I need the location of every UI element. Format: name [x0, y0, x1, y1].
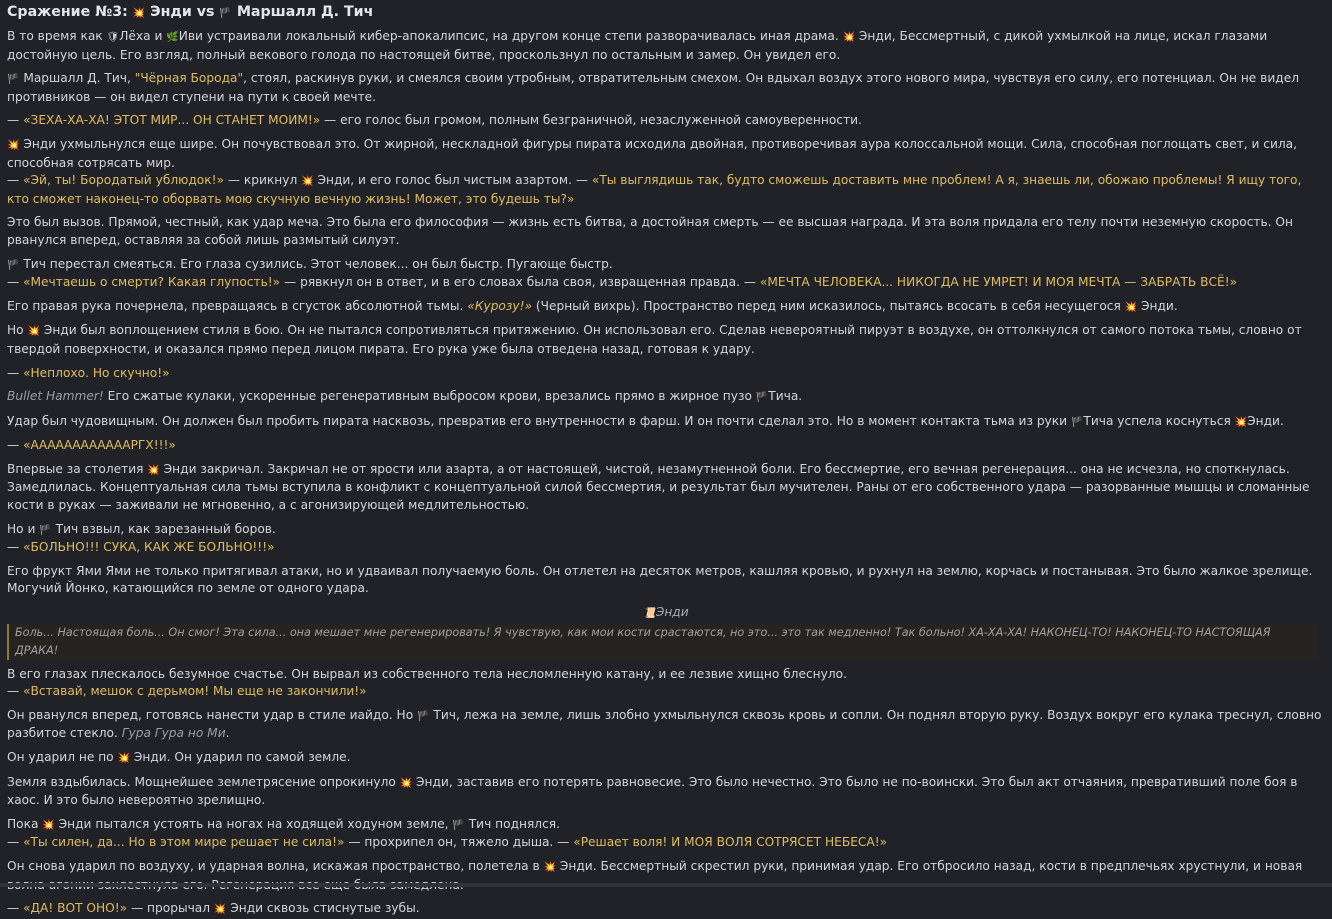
quote: «Решает воля! И МОЯ ВОЛЯ СОТРЯСЕТ НЕБЕСА!» — [573, 835, 888, 850]
paragraph: Впервые за столетия 💥 Энди закричал. Закричал не от ярости или азарта, а от настоящей, чистой, незамутненной боли. Его бессмертие, его вечная регенерация... она не исчезла, но споткнулась. Замедлилась. Концептуальная сила тьмы вступила в конфликт с концептуальной силой бессмертия, и результат был мучителен. Раны от его собственного удара — разорванные мышцы и сломанные кости в руках — заживали не мгновенно, а с агонизирующей медлительностью. — [7, 461, 1310, 513]
quote: «Вставай, мешок с дерьмом! Мы еще не закончили!» — [23, 684, 367, 699]
paragraph: Bullet Hammer! Его сжатые кулаки, ускоренные регенеративным выбросом крови, врезались прямо в жирное пузо 🏴Тича. — [7, 389, 803, 404]
battle-title — [7, 3, 1325, 23]
paragraph: Но и 🏴 Тич взвыл, как зарезанный боров. — «БОЛЬНО!!! СУКА, КАК ЖЕ БОЛЬНО!!!» — [7, 521, 276, 555]
shield-icon: 🛡 — [106, 32, 120, 43]
quote: «ЗЕХА-ХА-ХА! ЭТОТ МИР... ОН СТАНЕТ МОИМ!» — [23, 113, 321, 128]
quote: «Ты выглядишь так, будто сможешь доставить мне проблем! А я, знаешь ли, обожаю проблемы! Я ищу того, кто сможет наконец-то оборвать мою скучную вечную жизнь! Может, это будешь ты?» — [7, 173, 1302, 206]
flag-icon: 🏴 — [755, 392, 769, 404]
paragraph: Он ударил не по 💥 Энди. Он ударил по самой земле. — [7, 750, 351, 764]
quote: «Эй, ты! Бородатый ублюдок!» — [23, 173, 224, 188]
paragraph: Пока 💥 Энди пытался устоять на ногах на ходящей ходуном земле, 🏴 Тич поднялся. — «Ты силен, да... Но в этом мире решает не сила!» — прохрипел он, тяжело дыша. — «Решает воля! И МОЯ ВОЛЯ СОТРЯСЕТ НЕБЕСА!» — [7, 816, 888, 850]
paragraph: 🏴 Маршалл Д. Тич, "Чёрная Борода", стоял, раскинув руки, и смеялся своим утробным, отвратительным смехом. Он вдыхал воздух этого нового мира, чувствуя его силу, его потенциал. Он не видел противников — он видел ступени на пути к своей мечте. — [7, 71, 1299, 104]
paragraph: Он снова ударил по воздуху, и ударная волна, искажая пространство, полетела в 💥 Энди. Бессмертный скрестил руки, принимая удар. Его отбросило назад, кости в предплечьях хрустнули, и новая — [7, 858, 1303, 873]
paragraph: В то время как 🛡Лёха и 🌿Иви устраивали локальный кибер-апокалипсис, на другом конце степи разворачивалась иная драма. 💥 Энди, Бессмертный, с дикой ухмылкой на лице, искал глазами достойную цель. Его взгляд, полный векового голода по настоящей битве, проскользнул по остальным и замер. Он увидел его. — [7, 29, 1268, 62]
quote: «ААААААААААААРГХ!!!» — [23, 438, 176, 453]
paragraph: — «ДА! ВОТ ОНО!» — прорычал 💥 Энди сквозь стиснутые зубы. — [7, 901, 420, 916]
flag-icon: 🏴 — [417, 710, 430, 722]
quote: «БОЛЬНО!!! СУКА, КАК ЖЕ БОЛЬНО!!!» — [23, 540, 275, 555]
paragraph: Удар был чудовищным. Он должен был пробить пирата насквозь, превратив его внутренности в фарш. И он почти сделал это. Но в момент контакта тьма из руки 🏴Тича успела коснуться 💥Энди. — [7, 413, 1284, 428]
explosion-icon: 💥 — [147, 464, 160, 476]
explosion-icon: 💥 — [543, 861, 557, 873]
explosion-icon: 💥 — [117, 753, 130, 764]
quote: «ДА! ВОТ ОНО!» — [23, 901, 128, 916]
paragraph: Земля вздыбилась. Мощнейшее землетрясение опрокинуло 💥 Энди, заставив его потерять равновесие. Это было нечестно. Это было не по-воински. Это был акт отчаяния, превративший поле боя в хаос. И это было невероятно зрелищно. — [7, 774, 1298, 808]
paragraph: Это был вызов. Прямой, честный, как удар меча. Это была его философия — жизнь есть битва, а достойная смерть — ее высшая награда. И эта воля придала его телу почти неземную скорость. Он рванулся вперед, оставляя за собой лишь размытый силуэт. — [7, 215, 1293, 247]
flag-icon: 🏴 — [7, 259, 20, 271]
paragraph: 💥 Энди ухмыльнулся еще шире. Он почувствовал это. От жирной, нескладной фигуры пирата исходила двойная, противоречивая аура колоссальной мощи. Сила, способная поглощать свет, и сила, способная сотрясать мир. — «Эй, ты! Бородатый ублюдок!» — крикнул 💥 Энди, и его голос был чистым азартом. — «Ты выглядишь так, будто сможешь доставить мне проблем! А я, знаешь ли, обожаю проблемы! Я ищу того, кто сможет наконец-то оборвать мою скучную вечную жизнь! Может, это будешь ты?» — [7, 136, 1302, 206]
title-prefix: Сражение №3: — [7, 4, 128, 20]
horizontal-scrollbar[interactable] — [0, 883, 1332, 887]
paragraph: — «ААААААААААААРГХ!!!» — [7, 438, 176, 453]
flag-icon: 🏴 — [1070, 416, 1084, 428]
explosion-icon: 💥 — [842, 32, 856, 43]
explosion-icon: 💥 — [399, 777, 413, 789]
explosion-icon: 💥 — [27, 326, 40, 338]
note-icon: 📜 — [643, 608, 656, 620]
thought-speaker: 📜Энди — [643, 605, 689, 620]
quote: «Мечтаешь о смерти? Какая глупость!» — [23, 275, 281, 290]
explosion-icon: 💥 — [7, 139, 20, 151]
paragraph: — «ЗЕХА-ХА-ХА! ЭТОТ МИР... ОН СТАНЕТ МОИМ!» — его голос был громом, полным безграничной, незаслуженной самоуверенности. — [7, 113, 862, 128]
title-teach: Маршалл Д. Тич — [236, 4, 374, 20]
explosion-icon: 💥 — [1234, 416, 1248, 428]
explosion-icon: 💥 — [301, 176, 314, 188]
attack-name: Bullet Hammer! — [7, 389, 104, 404]
flag-icon: 🏴 — [219, 8, 232, 19]
quote: «МЕЧТА ЧЕЛОВЕКА... НИКОГДА НЕ УМРЕТ! И МОЯ МЕЧТА — ЗАБРАТЬ ВСЁ!» — [759, 275, 1238, 290]
flag-icon: 🏴 — [452, 819, 465, 831]
attack-name: «Курозу!» — [467, 298, 532, 313]
paragraph: — «Неплохо. Но скучно!» — [7, 365, 170, 380]
flag-icon: 🏴 — [39, 524, 52, 536]
explosion-icon: 💥 — [1124, 301, 1138, 313]
explosion-icon: 💥 — [132, 8, 146, 19]
quote: «Неплохо. Но скучно!» — [23, 365, 170, 380]
leaf-icon: 🌿 — [166, 32, 179, 43]
explosion-icon: 💥 — [42, 819, 55, 831]
flag-icon: 🏴 — [7, 74, 20, 86]
paragraph: Он рванулся вперед, готовясь нанести удар в стиле иайдо. Но 🏴 Тич, лежа на земле, лишь злобно ухмыльнулся сквозь кровь и сопли. Он поднял вторую руку. Воздух вокруг его кулака треснул, словно разбитое стекло. Гура Гура но Ми. — [7, 707, 1322, 741]
paragraph: В его глазах плескалось безумное счастье. Он вырвал из собственного тела несломленную катану, и ее лезвие хищно блеснуло. — «Вставай, мешок с дерьмом! Мы еще не закончили!» — [7, 666, 847, 699]
thought-quote-block: Боль... Настоящая боль... Он смог! Эта сила... она мешает мне регенерировать! Я чувствую, как мои кости срастаются, но это... это так медленно! Так больно! ХА-ХА-ХА! НАКОНЕЦ-ТО! НАКОНЕЦ-ТО НАСТОЯЩАЯ ДРАКА! — [7, 624, 1319, 660]
quote: «Ты силен, да... Но в этом мире решает не сила!» — [23, 835, 345, 850]
paragraph: Его правая рука почернела, превращаясь в сгусток абсолютной тьмы. «Курозу!» (Черный вихрь). Пространство перед ним исказилось, пытаясь всосать в себя несущегося 💥 Энди. — [7, 298, 1178, 313]
title-vs: vs — [196, 4, 215, 20]
paragraph: Его фрукт Ями Ями не только притягивал атаки, но и удваивал получаемую боль. Он отлетел на десяток метров, кашляя кровью, и рухнул на землю, корчась и постанывая. Это было жалкое зрелище. Могучий Йонко, катающийся по земле от одного удара. — [7, 563, 1313, 596]
paragraph: 🏴 Тич перестал смеяться. Его глаза сузились. Этот человек... он был быстр. Пугающе быстр. — «Мечтаешь о смерти? Какая глупость!» — рявкнул он в ответ, и в его словах была своя, извращенная правда. — «МЕЧТА ЧЕЛОВЕКА... НИКОГДА НЕ УМРЕТ! И МОЯ МЕЧТА — ЗАБРАТЬ ВСЁ!» — [7, 256, 1238, 290]
title-andy: Энди — [150, 4, 192, 20]
explosion-icon: 💥 — [213, 904, 227, 916]
devil-fruit-name: Гура Гура но Ми — [121, 726, 226, 741]
paragraph: Но 💥 Энди был воплощением стиля в бою. Он не пытался сопротивляться притяжению. Он использовал его. Сделав невероятный пируэт в воздухе, он оттолкнулся от самого потока тьмы, словно от твердой поверхности, и оказался прямо перед лицом пирата. Его рука уже была отведена назад, готовая к удару. — [7, 323, 1302, 356]
